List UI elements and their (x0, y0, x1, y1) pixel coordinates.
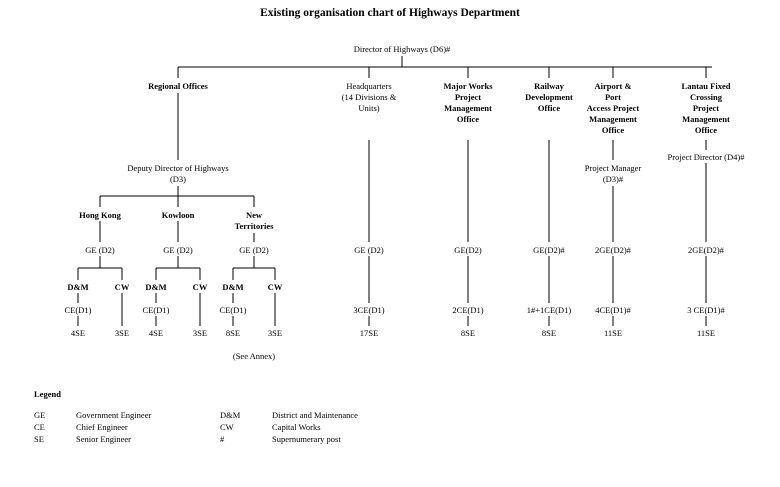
legend-title: Legend (34, 389, 61, 399)
dm-node: D&M (67, 282, 89, 292)
legend-meaning: District and Maintenance (272, 410, 358, 420)
office-ge-node: GE(D2) (454, 245, 482, 255)
office-ge-node: GE (D2) (354, 245, 384, 255)
office-se-node: 8SE (460, 328, 476, 338)
cw-node: CW (267, 282, 283, 292)
office-se-node: 17SE (359, 328, 379, 338)
office-ce-node: 3CE(D1) (353, 305, 385, 315)
office-se-node: 8SE (541, 328, 557, 338)
office-ce-node: 3 CE(D1)# (687, 305, 725, 315)
legend-abbr: CW (220, 422, 234, 432)
dm-node: D&M (145, 282, 167, 292)
se-node: 4SE (148, 328, 164, 338)
legend-meaning: Capital Works (272, 422, 321, 432)
chart-title: Existing organisation chart of Highways Department (260, 7, 520, 19)
director-node: Director of Highways (D6)# (353, 44, 451, 54)
se-node: 3SE (267, 328, 283, 338)
lantau-crossing-office-node: Lantau Fixed Crossing Project Management Office (681, 81, 731, 135)
legend-abbr: CE (34, 422, 45, 432)
region-ge-node: GE (D2) (239, 245, 269, 255)
office-ce-node: 4CE(D1)# (595, 305, 631, 315)
ce-node: CE(D1) (219, 305, 247, 315)
legend-abbr: SE (34, 434, 44, 444)
office-ce-node: 1#+1CE(D1) (526, 305, 572, 315)
legend-meaning: Government Engineer (76, 410, 152, 420)
project-director-node: Project Director (D4)# (667, 152, 745, 162)
office-ge-node: 2GE(D2)# (688, 245, 724, 255)
project-manager-node: Project Manager (D3)# (584, 163, 642, 184)
airport-port-office-node: Airport & Port Access Project Management Office (586, 81, 640, 135)
legend-meaning: Senior Engineer (76, 434, 131, 444)
office-ge-node: 2GE(D2)# (595, 245, 631, 255)
se-node: 3SE (114, 328, 130, 338)
se-node: 3SE (192, 328, 208, 338)
legend-abbr: D&M (220, 410, 241, 420)
office-se-node: 11SE (603, 328, 623, 338)
legend-abbr: GE (34, 410, 46, 420)
cw-node: CW (114, 282, 130, 292)
major-works-office-node: Major Works Project Management Office (443, 81, 493, 124)
legend-meaning: Chief Engineer (76, 422, 128, 432)
region-new-territories: New Territories (234, 210, 274, 231)
office-ge-node: GE(D2)# (533, 245, 565, 255)
office-ce-node: 2CE(D1) (452, 305, 484, 315)
region-kowloon: Kowloon (161, 210, 195, 220)
legend-abbr: # (220, 434, 225, 444)
railway-development-office-node: Railway Development Office (525, 81, 573, 113)
region-ge-node: GE (D2) (163, 245, 193, 255)
dm-node: D&M (222, 282, 244, 292)
se-node: 8SE (225, 328, 241, 338)
ce-node: CE(D1) (142, 305, 170, 315)
regional-offices-node: Regional Offices (148, 81, 208, 91)
se-node: 4SE (70, 328, 86, 338)
region-hong-kong: Hong Kong (79, 210, 121, 220)
see-annex-note: (See Annex) (232, 351, 276, 361)
legend-meaning: Supernumerary post (272, 434, 341, 444)
cw-node: CW (192, 282, 208, 292)
deputy-director-node: Deputy Director of Highways (D3) (127, 163, 229, 184)
ce-node: CE(D1) (64, 305, 92, 315)
region-ge-node: GE (D2) (85, 245, 115, 255)
headquarters-node: Headquarters (14 Divisions & Units) (341, 81, 397, 113)
office-se-node: 11SE (696, 328, 716, 338)
